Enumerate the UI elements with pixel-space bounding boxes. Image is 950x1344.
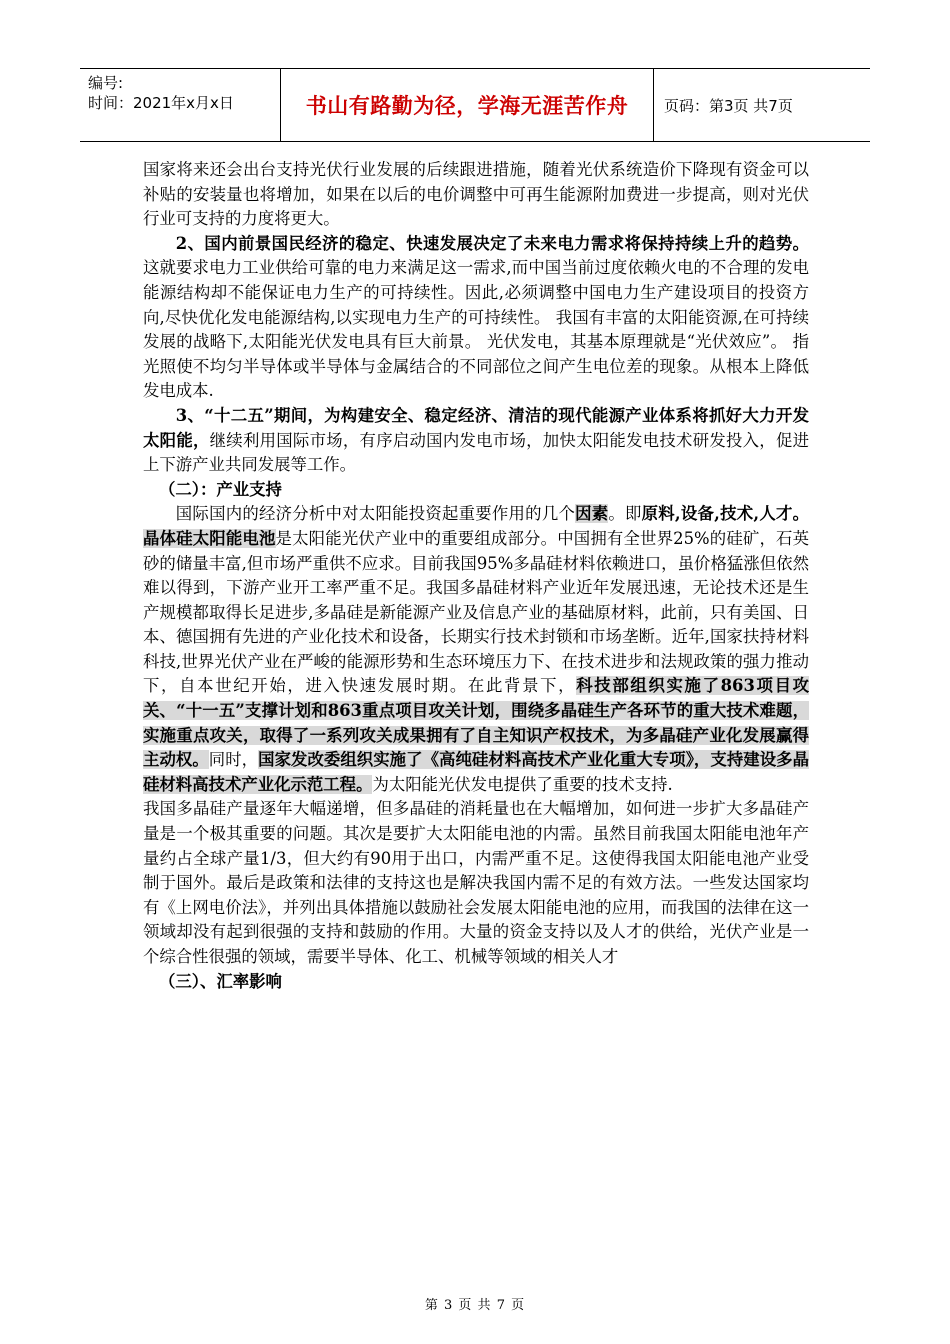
paragraph-3-text: 继续利用国际市场，有序启动国内发电市场，加快太阳能发电技术研发投入，促进上下游产业共同发展等工作。 <box>143 430 810 475</box>
paragraph-5: 我国多晶硅产量逐年大幅递增，但多晶硅的消耗量也在大幅增加，如何进一步扩大多晶硅产量是一个极其重要的问题。其次是要扩大太阳能电池的内需。虽然目前我国太阳能电池年产量约占全球产量1/3，但大约有90用于出口，内需严重不足。这使得我国太阳能电池产业受制于国外。最后是政策和法律的支持这也是解决我国内需不足的有效方法。一些发达国家均有《上网电价法》，并列出具体措施以鼓励社会发展太阳能电池的应用，而我国的法律在这一领域却没有起到很强的支持和鼓励的作用。大量的资金支持以及人才的供给，光伏产业是一个综合性很强的领域，需要半导体、化工、机械等领域的相关人才 <box>143 799 809 966</box>
document-number-label: 编号: <box>88 74 124 92</box>
highlight-ndrc-program: 国家发改委组织实施了《高纯硅材料高技术产业化重大专项》，支持建设多晶硅材料高技术产业化示范工程。 <box>143 750 809 794</box>
bold-resources: 原料,设备,技术,人才。 <box>641 504 810 524</box>
paragraph-2-text: 这就要求电力工业供给可靠的电力来满足这一需求,而中国当前过度依赖火电的不合理的发电能源结构却不能保证电力生产的可持续性。因此,必须调整中国电力生产建设项目的投资方向,尽快优化发电能源结构,以实现电力生产的可持续性。 我国有丰富的太阳能资源,在可持续发展的战略下,太阳能光伏发电具有巨大前景。 光伏发电，其基本原理就是“光伏效应”。 指光照使不均匀半导体或半导体与金属结合的不同部位之间产生电位差的现象。从根本上降低发电成本. <box>143 258 809 401</box>
header-meta <box>80 69 281 141</box>
header-page-number: 页码：第3页 共7页 <box>664 96 793 115</box>
highlight-crystalline-silicon: 晶体硅太阳能电池 <box>143 528 276 548</box>
paragraph-4 <box>143 502 809 797</box>
paragraph-4-text-c: 是太阳能光伏产业中的重要组成部分。中国拥有全世界25%的硅矿，石英砂的储量丰富,但市场严重供不应求。目前我国95%多晶硅材料依赖进口，虽价格猛涨但依然难以得到，下游产业开工率严重不足。我国多晶硅材料产业近年发展迅速，无论技术还是生产规模都取得长足进步,多晶硅是新能源产业及信息产业的基础原材料，此前，只有美国、日本、德国拥有先进的产业化技术和设备，长期实行技术封锁和市场垄断。近年,国家扶持材料科技,世界光伏产业在严峻的能源形势和生态环境压力下、在技术进步和法规政策的强力推动下，自本世纪开始，进入快速发展时期。在此背景下， <box>143 528 809 696</box>
paragraph-4-text-b: 。即 <box>608 504 642 524</box>
paragraph-4-text-e: 为太阳能光伏发电提供了重要的技术支持. <box>372 774 673 794</box>
page-footer: 第 3 页 共 7 页 <box>424 1298 526 1313</box>
document-body <box>143 158 809 994</box>
document-time-label: 时间：2021年x月x日 <box>88 94 234 112</box>
section-heading-industry-support: （二）：产业支持 <box>159 479 282 499</box>
paragraph-4-text-d: 同时， <box>208 750 259 770</box>
paragraph-1: 国家将来还会出台支持光伏行业发展的后续跟进措施，随着光伏系统造价下降现有资金可以补贴的安装量也将增加，如果在以后的电价调整中可再生能源附加费进一步提高，则对光伏行业可支持的力度将更大。 <box>143 160 809 229</box>
paragraph-3 <box>143 404 809 478</box>
page-header <box>80 68 870 142</box>
paragraph-2-heading: 2、国内前景国民经济的稳定、快速发展决定了未来电力需求将保持持续上升的趋势。 <box>175 233 809 253</box>
highlight-ministry-projects: 科技部组织实施了863项目攻关、“十一五”支撑计划和863重点项目攻关计划，围绕多晶硅生产各环节的重大技术难题，实施重点攻关，取得了一系列攻关成果拥有了自主知识产权技术，为多晶硅产业化发展赢得主动权。 <box>143 676 810 770</box>
section-heading-exchange-rate: （三）、汇率影响 <box>159 971 282 991</box>
header-motto: 书山有路勤为径，学海无涯苦作舟 <box>281 69 654 141</box>
highlight-factors: 因素 <box>575 504 609 524</box>
paragraph-2 <box>143 232 809 404</box>
paragraph-3-heading: 3、“十二五”期间，为构建安全、稳定经济、清洁的现代能源产业体系将抓好大力开发太阳能， <box>143 405 809 450</box>
paragraph-4-text-a: 国际国内的经济分析中对太阳能投资起重要作用的几个 <box>175 504 576 524</box>
